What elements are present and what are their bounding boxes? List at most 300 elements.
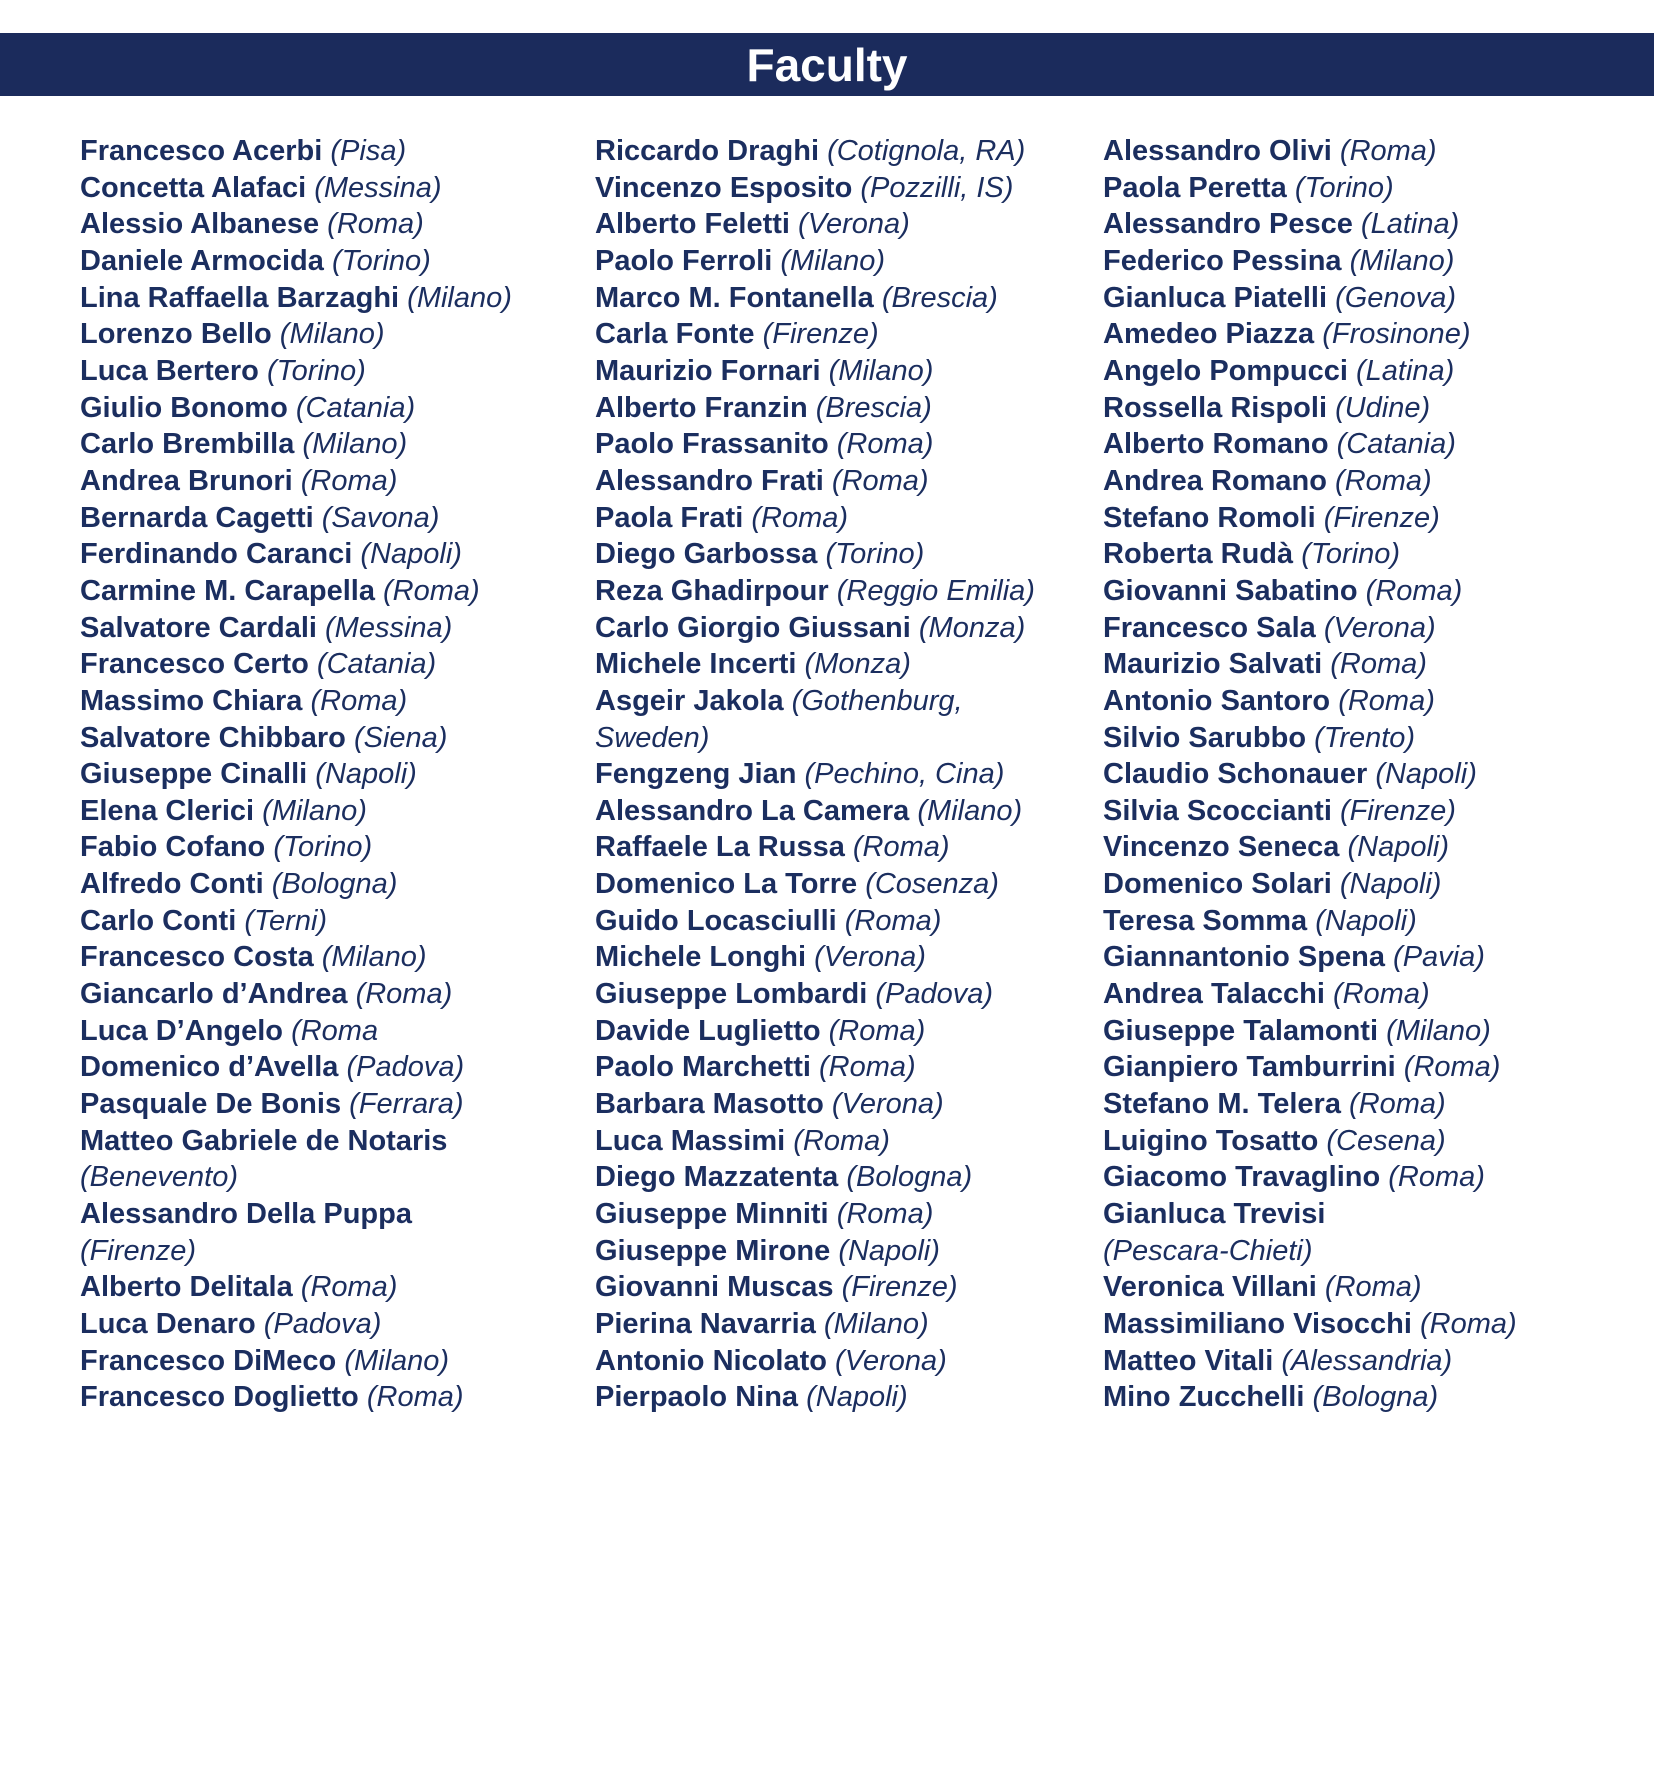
faculty-name: Michele Longhi (595, 941, 807, 974)
faculty-city: (Roma (291, 1014, 379, 1047)
faculty-name: Pasquale De Bonis (80, 1088, 342, 1121)
faculty-name: Alessandro Pesce (1103, 208, 1353, 241)
faculty-entry (1103, 170, 1654, 207)
faculty-name: Francesco DiMeco (80, 1344, 337, 1377)
faculty-entry (595, 353, 1103, 390)
faculty-city: (Napoli) (1339, 868, 1442, 901)
faculty-city: (Bologna) (846, 1161, 973, 1194)
faculty-entry (595, 280, 1103, 317)
faculty-name: Vincenzo Esposito (595, 171, 853, 204)
faculty-entry (1103, 793, 1654, 830)
faculty-entry (80, 1013, 595, 1050)
faculty-entry (595, 683, 1103, 756)
faculty-entry (1103, 866, 1654, 903)
faculty-city: (Milano) (780, 244, 886, 277)
faculty-city: (Savona) (321, 501, 440, 534)
faculty-city: (Padova) (346, 1051, 465, 1084)
faculty-name: Elena Clerici (80, 794, 255, 827)
faculty-city: (Padova) (263, 1308, 382, 1340)
faculty-entry (80, 500, 595, 537)
faculty-city: (Roma) (300, 1271, 398, 1304)
faculty-city: (Siena) (353, 721, 448, 754)
faculty-name: Alfredo Conti (80, 868, 264, 901)
faculty-entry (80, 866, 595, 903)
faculty-name: Francesco Certo (80, 648, 309, 681)
faculty-entry (595, 170, 1103, 207)
faculty-city: (Roma) (383, 574, 480, 607)
faculty-city: (Milano) (407, 281, 512, 314)
faculty-city: (Udine) (1335, 391, 1431, 424)
faculty-column-2 (595, 133, 1103, 1416)
faculty-name: Luca Bertero (80, 354, 259, 387)
faculty-city: (Roma) (828, 1014, 926, 1047)
faculty-entry (80, 1306, 595, 1343)
faculty-name: Salvatore Chibbaro (80, 721, 346, 754)
faculty-entry (595, 793, 1103, 830)
faculty-city: (Pisa) (330, 135, 407, 167)
faculty-city: (Latina) (1355, 354, 1455, 387)
faculty-city: (Firenze) (762, 318, 879, 351)
faculty-name: Roberta Rudà (1103, 538, 1294, 571)
faculty-name: Reza Ghadirpour (595, 574, 829, 607)
faculty-entry (80, 536, 595, 573)
faculty-city: (Monza) (804, 648, 911, 681)
faculty-name: Giuseppe Lombardi (595, 978, 868, 1011)
faculty-entry (595, 1269, 1103, 1306)
faculty-entry (80, 316, 595, 353)
faculty-city: (Milano) (262, 794, 367, 827)
faculty-city: (Torino) (331, 244, 431, 277)
faculty-city: (Firenze) (1339, 794, 1456, 827)
faculty-entry (80, 1269, 595, 1306)
faculty-name: Giacomo Travaglino (1103, 1161, 1381, 1194)
faculty-entry (595, 426, 1103, 463)
faculty-city: (Terni) (244, 904, 328, 937)
faculty-city: (Roma) (1365, 574, 1463, 607)
faculty-city: (Milano) (823, 1308, 929, 1340)
faculty-name: Francesco Sala (1103, 611, 1316, 644)
faculty-city: (Milano) (917, 794, 1023, 827)
faculty-entry (1103, 1269, 1654, 1306)
faculty-name: Alberto Delitala (80, 1271, 293, 1304)
faculty-city: (Roma) (831, 464, 929, 497)
faculty-entry (1103, 1049, 1654, 1086)
faculty-name: Alessandro Olivi (1103, 135, 1332, 167)
faculty-name: Massimo Chiara (80, 684, 303, 717)
faculty-entry (80, 1086, 595, 1123)
faculty-entry (595, 1343, 1103, 1380)
faculty-name: Massimiliano Visocchi (1103, 1308, 1412, 1340)
faculty-name: Asgeir Jakola (595, 684, 784, 717)
faculty-city: (Reggio Emilia) (836, 574, 1035, 607)
faculty-name: Stefano M. Telera (1103, 1088, 1341, 1121)
faculty-city: (Milano) (1349, 244, 1455, 277)
faculty-name: Alessandro La Camera (595, 794, 910, 827)
faculty-entry (1103, 243, 1654, 280)
faculty-entry (595, 1159, 1103, 1196)
faculty-entry (1103, 206, 1654, 243)
faculty-city: (Roma) (310, 684, 408, 717)
faculty-entry (595, 976, 1103, 1013)
faculty-entry (1103, 280, 1654, 317)
faculty-city: (Napoli) (1375, 758, 1477, 791)
faculty-city: (Roma) (355, 978, 453, 1011)
faculty-city: (Firenze) (1323, 501, 1440, 534)
faculty-city: (Cesena) (1326, 1124, 1446, 1157)
faculty-name: Giuseppe Cinalli (80, 758, 308, 791)
faculty-city: (Verona) (1323, 611, 1436, 644)
faculty-name: Antonio Nicolato (595, 1344, 827, 1377)
faculty-city: (Roma) (836, 428, 934, 461)
faculty-name: Amedeo Piazza (1103, 318, 1315, 351)
faculty-entry (595, 1306, 1103, 1343)
faculty-city: (Milano) (828, 354, 934, 387)
faculty-city: (Alessandria) (1281, 1344, 1453, 1377)
faculty-city: (Napoli) (315, 758, 417, 791)
faculty-name: Francesco Doglietto (80, 1381, 359, 1414)
faculty-name: Michele Incerti (595, 648, 797, 681)
faculty-name: Veronica Villani (1103, 1271, 1317, 1304)
faculty-entry (80, 903, 595, 940)
faculty-entry (80, 463, 595, 500)
faculty-city: (Genova) (1335, 281, 1456, 314)
faculty-entry (80, 1379, 595, 1416)
faculty-entry (1103, 1013, 1654, 1050)
faculty-name: Francesco Acerbi (80, 135, 323, 167)
faculty-entry (1103, 1306, 1654, 1343)
faculty-city: (Torino) (1301, 538, 1401, 571)
faculty-entry (595, 756, 1103, 793)
faculty-name: Pierpaolo Nina (595, 1381, 799, 1414)
faculty-name: Salvatore Cardali (80, 611, 317, 644)
faculty-name: Silvia Scoccianti (1103, 794, 1332, 827)
faculty-name: Domenico d’Avella (80, 1051, 339, 1084)
faculty-entry (1103, 903, 1654, 940)
faculty-name: Bernarda Cagetti (80, 501, 314, 534)
faculty-name: Fabio Cofano (80, 831, 266, 864)
faculty-name: Matteo Vitali (1103, 1344, 1274, 1377)
faculty-city: (Verona) (831, 1088, 944, 1121)
faculty-entry (595, 243, 1103, 280)
faculty-city: (Benevento) (80, 1161, 238, 1194)
faculty-entry (595, 1379, 1103, 1416)
faculty-entry (1103, 939, 1654, 976)
faculty-name: Davide Luglietto (595, 1014, 821, 1047)
faculty-city: (Cosenza) (865, 868, 999, 901)
faculty-column-1 (80, 133, 595, 1416)
faculty-city: (Torino) (273, 831, 373, 864)
faculty-list (0, 133, 1654, 1416)
faculty-entry (595, 536, 1103, 573)
faculty-name: Alessandro Frati (595, 464, 824, 497)
faculty-city: (Milano) (302, 428, 408, 461)
faculty-city: (Roma) (1324, 1271, 1422, 1304)
faculty-city: Sweden) (595, 721, 710, 754)
faculty-name: Giannantonio Spena (1103, 941, 1385, 974)
faculty-entry (1103, 390, 1654, 427)
faculty-city: (Pozzilli, IS) (860, 171, 1014, 204)
faculty-city: (Roma) (1403, 1051, 1501, 1084)
faculty-entry (1103, 353, 1654, 390)
faculty-name: Claudio Schonauer (1103, 758, 1368, 791)
faculty-entry (595, 1049, 1103, 1086)
faculty-entry (80, 1049, 595, 1086)
faculty-entry (80, 133, 595, 170)
faculty-entry (80, 1196, 595, 1269)
faculty-name: Luca D’Angelo (80, 1014, 284, 1047)
faculty-entry (595, 573, 1103, 610)
faculty-entry (1103, 1379, 1654, 1416)
faculty-entry (80, 976, 595, 1013)
faculty-entry (80, 1123, 595, 1196)
faculty-city: (Roma) (819, 1051, 916, 1084)
faculty-city: (Frosinone) (1322, 318, 1471, 351)
faculty-name: Pierina Navarria (595, 1308, 816, 1340)
faculty-city: (Milano) (321, 941, 427, 974)
faculty-entry (80, 426, 595, 463)
faculty-name: Francesco Costa (80, 941, 314, 974)
faculty-entry (1103, 720, 1654, 757)
faculty-entry (595, 1086, 1103, 1123)
faculty-city: (Napoli) (806, 1381, 908, 1414)
faculty-name: Paolo Frassanito (595, 428, 829, 461)
faculty-entry (1103, 133, 1654, 170)
faculty-entry (595, 829, 1103, 866)
faculty-name: Diego Mazzatenta (595, 1161, 839, 1194)
faculty-entry (80, 829, 595, 866)
faculty-name: Lina Raffaella Barzaghi (80, 281, 400, 314)
faculty-city: (Padova) (875, 978, 994, 1011)
faculty-city: (Brescia) (881, 281, 998, 314)
faculty-name: Carlo Conti (80, 904, 237, 937)
faculty-entry (595, 866, 1103, 903)
faculty-city: (Napoli) (1347, 831, 1449, 864)
faculty-city: (Monza) (918, 611, 1026, 644)
faculty-entry (80, 939, 595, 976)
faculty-city: (Roma) (793, 1124, 890, 1157)
faculty-entry (595, 646, 1103, 683)
faculty-name: Guido Locasciulli (595, 904, 837, 937)
faculty-name: Teresa Somma (1103, 904, 1308, 937)
faculty-entry (595, 1123, 1103, 1160)
faculty-name: Domenico Solari (1103, 868, 1332, 901)
faculty-name: Gianluca Piatelli (1103, 281, 1328, 314)
faculty-name: Angelo Pompucci (1103, 354, 1348, 387)
faculty-city: (Torino) (266, 354, 366, 387)
faculty-city: (Napoli) (838, 1234, 940, 1267)
faculty-city: (Bologna) (1312, 1381, 1439, 1414)
faculty-name: Concetta Alafaci (80, 171, 307, 204)
faculty-entry (1103, 610, 1654, 647)
faculty-name: Maurizio Salvati (1103, 648, 1323, 681)
faculty-name: Federico Pessina (1103, 244, 1342, 277)
faculty-entry (595, 1233, 1103, 1270)
faculty-entry (80, 206, 595, 243)
faculty-entry (80, 280, 595, 317)
faculty-name: Paola Frati (595, 501, 744, 534)
faculty-entry (80, 1343, 595, 1380)
faculty-entry (80, 353, 595, 390)
faculty-name: Vincenzo Seneca (1103, 831, 1340, 864)
faculty-name: Andrea Brunori (80, 464, 293, 497)
faculty-city: (Napoli) (1315, 904, 1417, 937)
faculty-name: Daniele Armocida (80, 244, 324, 277)
faculty-name: Gianpiero Tamburrini (1103, 1051, 1396, 1084)
faculty-name: Maurizio Fornari (595, 354, 821, 387)
faculty-city: (Latina) (1360, 208, 1460, 241)
faculty-city: (Roma) (327, 208, 424, 241)
faculty-name: Luigino Tosatto (1103, 1124, 1319, 1157)
faculty-city: (Roma) (1335, 464, 1432, 497)
faculty-city: (Roma) (1388, 1161, 1485, 1194)
faculty-name: Lorenzo Bello (80, 318, 272, 351)
faculty-entry (80, 646, 595, 683)
faculty-entry (1103, 976, 1654, 1013)
faculty-city: (Roma) (1419, 1308, 1517, 1340)
faculty-name: Paolo Marchetti (595, 1051, 811, 1084)
faculty-entry (595, 1013, 1103, 1050)
faculty-entry (1103, 426, 1654, 463)
faculty-city: (Milano) (344, 1344, 450, 1377)
faculty-city: (Catania) (316, 648, 437, 681)
faculty-name: Riccardo Draghi (595, 135, 819, 167)
faculty-city: (Messina) (325, 611, 453, 644)
faculty-entry (80, 793, 595, 830)
faculty-name: Luca Denaro (80, 1308, 256, 1340)
faculty-name: Marco M. Fontanella (595, 281, 874, 314)
faculty-city: (Verona) (835, 1344, 947, 1377)
faculty-entry (595, 390, 1103, 427)
faculty-city: (Roma) (852, 831, 950, 864)
faculty-entry (595, 1196, 1103, 1233)
faculty-entry (1103, 500, 1654, 537)
faculty-city: (Firenze) (80, 1234, 197, 1267)
faculty-name: Giulio Bonomo (80, 391, 288, 424)
faculty-name: Antonio Santoro (1103, 684, 1331, 717)
faculty-city: (Milano) (1386, 1014, 1491, 1047)
faculty-entry (1103, 1159, 1654, 1196)
faculty-entry (595, 463, 1103, 500)
faculty-name: Giuseppe Minniti (595, 1198, 829, 1231)
faculty-entry (595, 903, 1103, 940)
faculty-entry (80, 720, 595, 757)
faculty-name: Rossella Rispoli (1103, 391, 1328, 424)
faculty-entry (1103, 756, 1654, 793)
faculty-city: (Napoli) (360, 538, 462, 571)
faculty-city: (Roma) (1339, 135, 1437, 167)
header-banner (0, 33, 1654, 96)
faculty-city: (Roma) (1332, 978, 1430, 1011)
faculty-name: Carmine M. Carapella (80, 574, 375, 607)
faculty-entry (1103, 1343, 1654, 1380)
faculty-entry (1103, 573, 1654, 610)
faculty-entry (1103, 1123, 1654, 1160)
faculty-name: Giuseppe Mirone (595, 1234, 831, 1267)
faculty-entry (1103, 463, 1654, 500)
faculty-name: Barbara Masotto (595, 1088, 824, 1121)
faculty-name: Alberto Franzin (595, 391, 808, 424)
faculty-city: (Roma) (1338, 684, 1435, 717)
faculty-name: Carla Fonte (595, 318, 755, 351)
faculty-name: Luca Massimi (595, 1124, 786, 1157)
faculty-entry (1103, 646, 1654, 683)
faculty-name: Alberto Feletti (595, 208, 790, 241)
faculty-name: Domenico La Torre (595, 868, 858, 901)
faculty-city: (Roma) (300, 464, 398, 497)
faculty-entry (80, 243, 595, 280)
faculty-name: Fengzeng Jian (595, 758, 797, 791)
faculty-city: (Milano) (279, 318, 385, 351)
faculty-entry (595, 939, 1103, 976)
faculty-entry (1103, 536, 1654, 573)
faculty-entry (1103, 1086, 1654, 1123)
faculty-name: Ferdinando Caranci (80, 538, 353, 571)
faculty-name: Carlo Giorgio Giussani (595, 611, 911, 644)
faculty-entry (1103, 683, 1654, 720)
faculty-city: (Roma) (836, 1198, 934, 1231)
faculty-city: (Catania) (295, 391, 416, 424)
faculty-entry (80, 170, 595, 207)
faculty-city: (Catania) (1336, 428, 1456, 461)
faculty-city: (Cotignola, RA) (827, 135, 1026, 167)
faculty-name: Giovanni Sabatino (1103, 574, 1358, 607)
faculty-entry (80, 573, 595, 610)
faculty-entry (1103, 829, 1654, 866)
faculty-entry (80, 610, 595, 647)
faculty-entry (595, 316, 1103, 353)
faculty-city: (Roma) (1330, 648, 1427, 681)
faculty-entry (595, 133, 1103, 170)
faculty-city: (Bologna) (271, 868, 398, 901)
faculty-city: (Torino) (1294, 171, 1394, 204)
faculty-city: (Verona) (798, 208, 910, 241)
faculty-entry (595, 610, 1103, 647)
faculty-name: Giancarlo d’Andrea (80, 978, 348, 1011)
faculty-city: (Firenze) (841, 1271, 958, 1304)
faculty-city: (Roma) (751, 501, 849, 534)
faculty-name: Giovanni Muscas (595, 1271, 834, 1304)
faculty-name: Alessandro Della Puppa (80, 1198, 412, 1231)
faculty-city: (Gothenburg, (791, 684, 963, 717)
page-title: Faculty (746, 38, 908, 91)
faculty-name: Paolo Ferroli (595, 244, 773, 277)
faculty-city: (Pavia) (1393, 941, 1485, 974)
faculty-city: (Roma) (844, 904, 942, 937)
faculty-name: Andrea Talacchi (1103, 978, 1325, 1011)
faculty-city: (Roma) (366, 1381, 464, 1414)
faculty-name: Andrea Romano (1103, 464, 1327, 497)
faculty-entry (1103, 316, 1654, 353)
faculty-city: (Brescia) (815, 391, 932, 424)
faculty-name: Carlo Brembilla (80, 428, 295, 461)
faculty-name: Matteo Gabriele de Notaris (80, 1124, 448, 1157)
faculty-city: (Torino) (825, 538, 925, 571)
faculty-entry (1103, 1196, 1654, 1269)
faculty-name: Alberto Romano (1103, 428, 1329, 461)
faculty-city: (Pechino, Cina) (804, 758, 1005, 791)
faculty-entry (595, 206, 1103, 243)
faculty-city: (Trento) (1314, 721, 1416, 754)
faculty-city: (Roma) (1349, 1088, 1446, 1121)
faculty-city: (Verona) (814, 941, 926, 974)
faculty-name: Paola Peretta (1103, 171, 1287, 204)
faculty-entry (80, 390, 595, 427)
faculty-city: (Messina) (314, 171, 442, 204)
faculty-name: Gianluca Trevisi (1103, 1198, 1326, 1231)
faculty-name: Mino Zucchelli (1103, 1381, 1305, 1414)
faculty-entry (595, 500, 1103, 537)
faculty-entry (80, 756, 595, 793)
